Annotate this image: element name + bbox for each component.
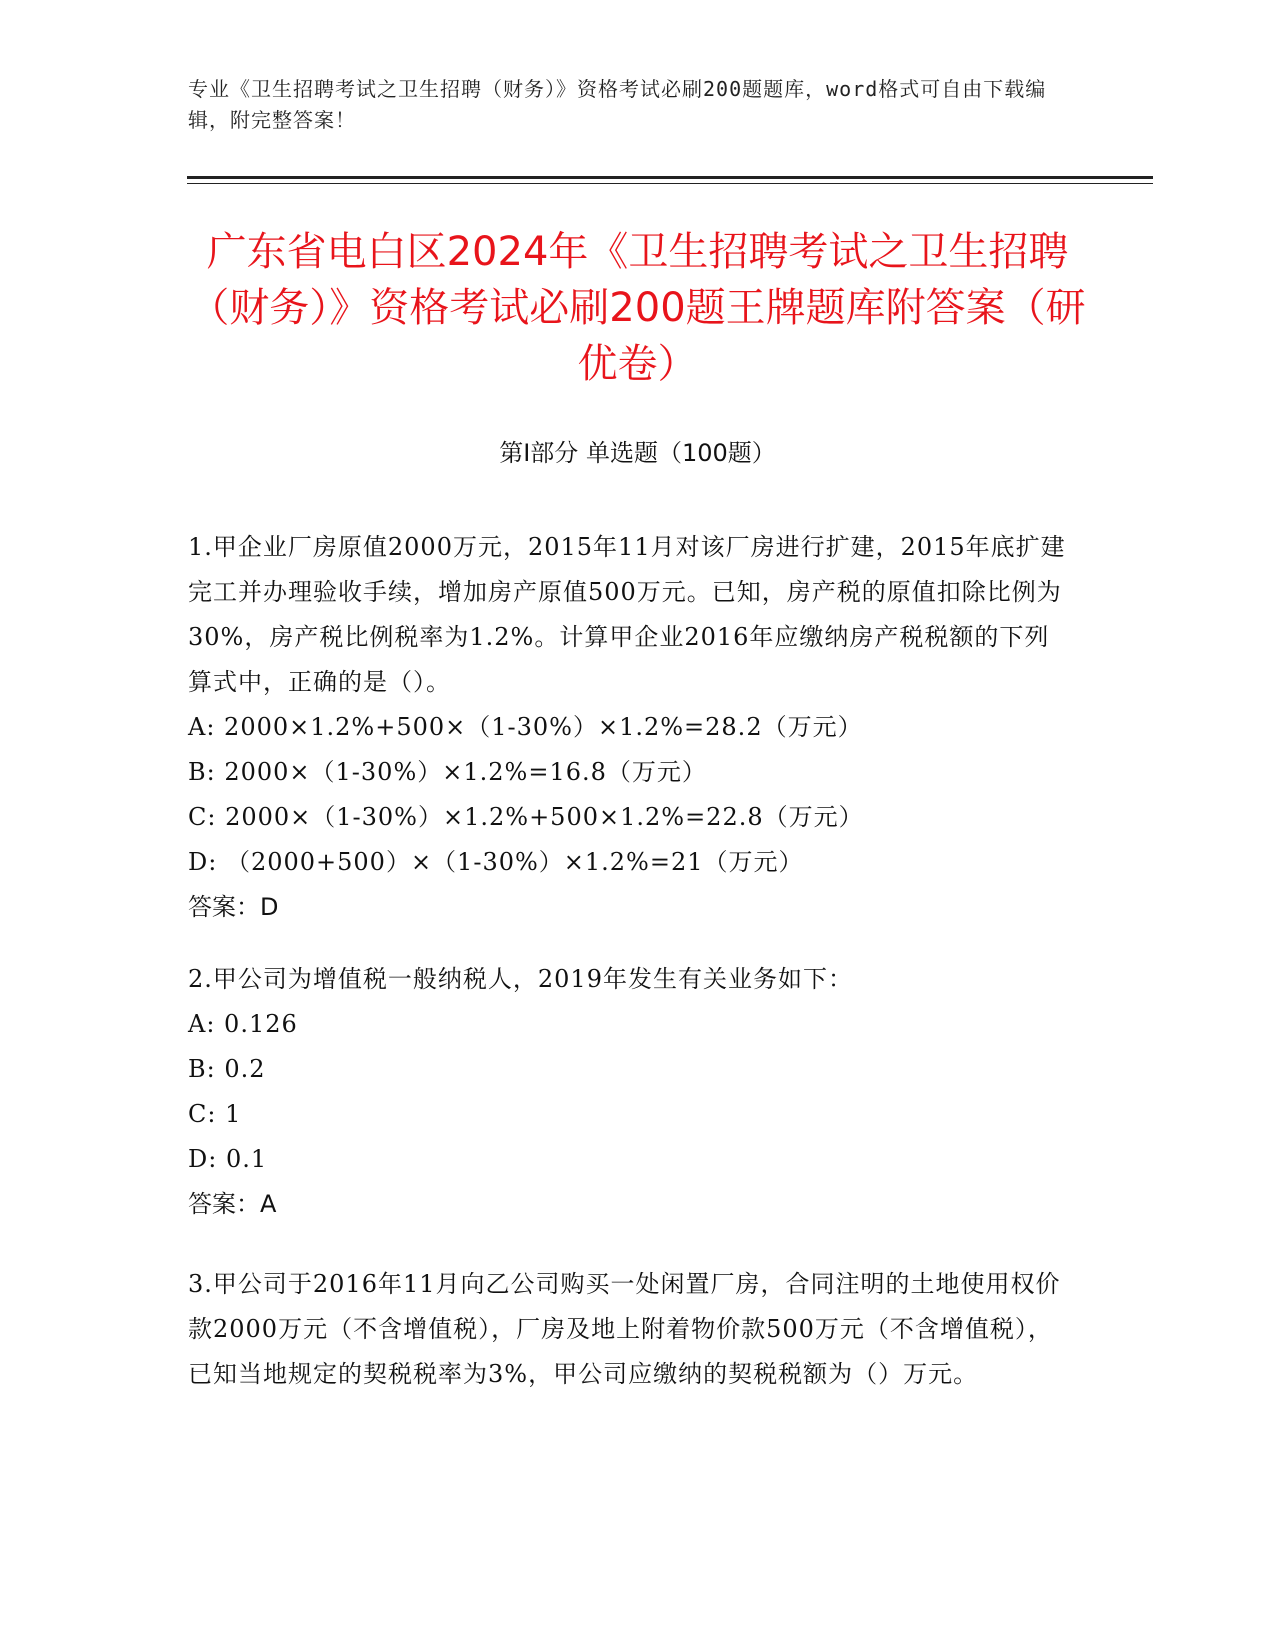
section-heading: 第I部分 单选题（100题） bbox=[499, 439, 776, 467]
question-1 bbox=[188, 525, 1068, 930]
option-c: C: 1 bbox=[188, 1100, 242, 1128]
header-divider-thick bbox=[187, 176, 1153, 179]
answer: 答案：A bbox=[188, 1190, 277, 1218]
question-2 bbox=[188, 957, 1068, 1227]
option-d: D: 0.1 bbox=[188, 1145, 268, 1173]
option-b: B: 2000×（1-30%）×1.2%=16.8（万元） bbox=[188, 758, 707, 786]
option-c: C: 2000×（1-30%）×1.2%+500×1.2%=22.8（万元） bbox=[188, 803, 864, 831]
question-stem: 1.甲企业厂房原值2000万元，2015年11月对该厂房进行扩建，2015年底扩建完工并办理验收手续，增加房产原值500万元。已知，房产税的原值扣除比例为30%，房产税比例税率为1.2%。计算甲企业2016年应缴纳房产税税额的下列算式中，正确的是（）。 bbox=[188, 533, 1066, 696]
option-b: B: 0.2 bbox=[188, 1055, 266, 1083]
question-stem: 3.甲公司于2016年11月向乙公司购买一处闲置厂房，合同注明的土地使用权价款2000万元（不含增值税），厂房及地上附着物价款500万元（不含增值税），已知当地规定的契税税率为3%，甲公司应缴纳的契税税额为（）万元。 bbox=[188, 1270, 1061, 1388]
answer: 答案：D bbox=[188, 893, 279, 921]
header-note: 专业《卫生招聘考试之卫生招聘（财务）》资格考试必刷200题题库，word格式可自由下载编辑，附完整答案！ bbox=[188, 77, 1047, 132]
document-title: 广东省电白区2024年《卫生招聘考试之卫生招聘（财务）》资格考试必刷200题王牌题库附答案（研优卷） bbox=[189, 229, 1086, 387]
question-stem: 2.甲公司为增值税一般纳税人，2019年发生有关业务如下： bbox=[188, 965, 853, 993]
option-a: A: 2000×1.2%+500×（1-30%）×1.2%=28.2（万元） bbox=[188, 713, 863, 741]
option-a: A: 0.126 bbox=[188, 1010, 298, 1038]
question-3 bbox=[188, 1262, 1068, 1397]
option-d: D: （2000+500）×（1-30%）×1.2%=21（万元） bbox=[188, 848, 804, 876]
header-divider-thin bbox=[187, 183, 1153, 184]
